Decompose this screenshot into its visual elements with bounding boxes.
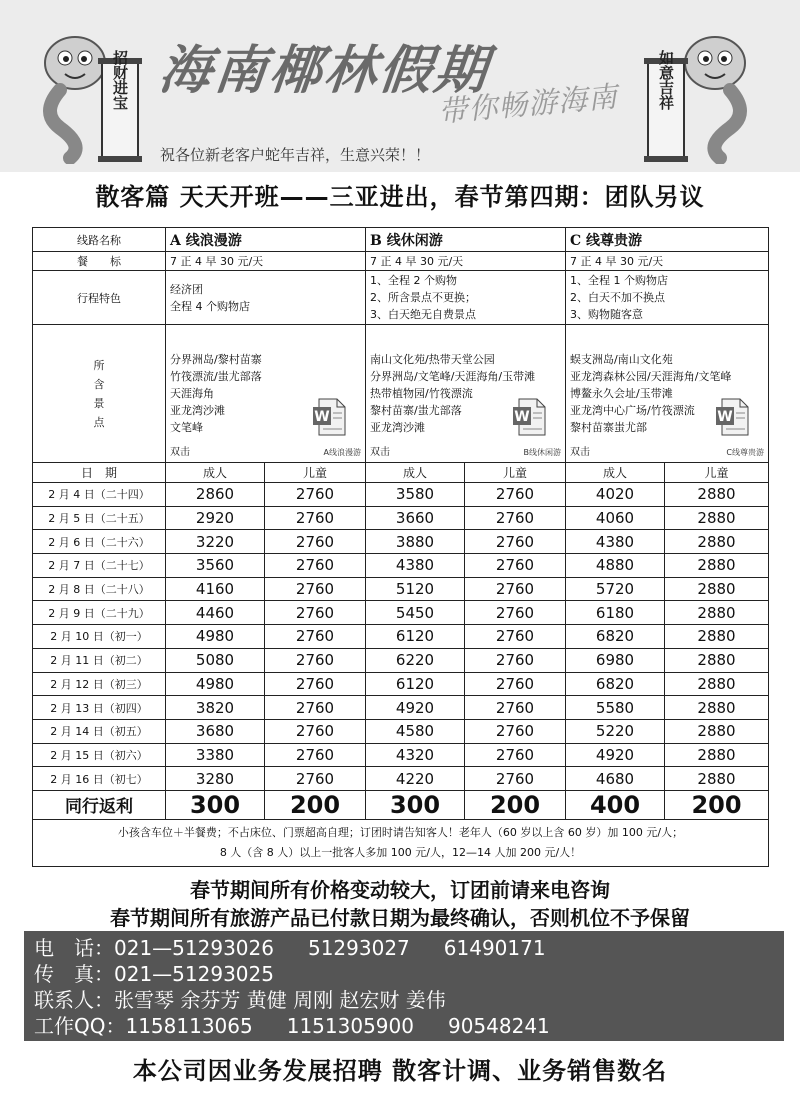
route-name-label: 线路名称	[33, 228, 166, 252]
date-cell: 2 月 16 日（初七）	[33, 767, 166, 791]
features-label: 行程特色	[33, 271, 166, 325]
date-cell: 2 月 7 日（二十七）	[33, 554, 166, 578]
feature-line: 3、白天绝无自费景点	[370, 308, 476, 321]
price-cell: 6820	[566, 625, 665, 649]
phone-line	[34, 935, 774, 961]
date-cell: 2 月 5 日（二十五）	[33, 506, 166, 530]
notes-cell	[33, 819, 769, 866]
price-cell: 6180	[566, 601, 665, 625]
route-c-name: C 线尊贵游	[566, 228, 769, 252]
notice-price-change: 春节期间所有价格变动较大，订团前请来电咨询	[190, 878, 610, 902]
price-cell: 3380	[166, 743, 265, 767]
price-cell: 2760	[465, 601, 566, 625]
double-click-hint: 双击	[170, 447, 190, 458]
price-cell: 4220	[366, 767, 465, 791]
spot-item: 分界洲岛/黎村苗寨	[170, 353, 262, 366]
word-doc-icon[interactable]	[714, 397, 750, 437]
rebate-label: 同行返利	[33, 790, 166, 819]
price-cell: 4880	[566, 554, 665, 578]
qq-line	[34, 1013, 774, 1039]
price-cell: 2760	[465, 554, 566, 578]
qq-number: 90548241	[447, 1014, 550, 1038]
table-row	[33, 506, 769, 530]
price-cell: 2760	[465, 743, 566, 767]
date-cell: 2 月 12 日（初三）	[33, 672, 166, 696]
spot-item: 蜈支洲岛/南山文化苑	[570, 353, 673, 366]
price-cell: 2760	[465, 648, 566, 672]
child-header: 儿童	[665, 463, 769, 483]
price-cell: 6220	[366, 648, 465, 672]
route-c-spots	[566, 325, 769, 463]
feature-line: 1、全程 1 个购物店	[570, 274, 668, 287]
date-cell: 2 月 6 日（二十六）	[33, 530, 166, 554]
route-b-standard: 7 正 4 早 30 元/天	[366, 252, 566, 271]
fax-label: 传 真：	[34, 962, 114, 986]
date-cell: 2 月 9 日（二十九）	[33, 601, 166, 625]
price-cell: 4920	[366, 696, 465, 720]
date-cell: 2 月 14 日（初五）	[33, 719, 166, 743]
child-header: 儿童	[465, 463, 566, 483]
child-header: 儿童	[265, 463, 366, 483]
price-cell: 2760	[265, 506, 366, 530]
recruit-banner: 本公司因业务发展招聘 散客计调、业务销售数名	[132, 1056, 668, 1085]
price-cell: 2760	[465, 625, 566, 649]
price-cell: 2760	[465, 767, 566, 791]
doc-caption: A线浪漫游	[323, 448, 361, 457]
spot-item: 文笔峰	[170, 421, 203, 434]
svg-text:W: W	[314, 409, 330, 425]
spot-item: 黎村苗寨/蚩尤部落	[370, 404, 462, 417]
spot-item: 亚龙湾沙滩	[370, 421, 425, 434]
feature-line: 1、全程 2 个购物	[370, 274, 457, 287]
price-cell: 2760	[265, 601, 366, 625]
snake-mascot-right	[640, 18, 760, 164]
rebate-value: 200	[665, 790, 769, 819]
price-cell: 2760	[265, 672, 366, 696]
price-cell: 5080	[166, 648, 265, 672]
price-cell: 2760	[465, 483, 566, 507]
price-cell: 3220	[166, 530, 265, 554]
spots-label	[33, 325, 166, 463]
table-row	[33, 696, 769, 720]
price-cell: 5220	[566, 719, 665, 743]
header-banner	[0, 0, 800, 172]
price-cell: 2880	[665, 530, 769, 554]
feature-line: 2、所含景点不更换；	[370, 291, 476, 304]
spot-item: 天涯海角	[170, 387, 214, 400]
feature-line: 3、购物随客意	[570, 308, 643, 321]
adult-header: 成人	[566, 463, 665, 483]
route-c-features	[566, 271, 769, 325]
date-header: 日 期	[33, 463, 166, 483]
adult-header: 成人	[166, 463, 265, 483]
price-cell: 2760	[465, 530, 566, 554]
price-cell: 2760	[265, 767, 366, 791]
table-row	[33, 601, 769, 625]
price-cell: 2880	[665, 696, 769, 720]
spot-item: 亚龙湾森林公园/天涯海角/文笔峰	[570, 370, 732, 383]
phone-number: 51293027	[307, 936, 410, 960]
doc-caption: B线休闲游	[523, 448, 561, 457]
snake-mascot-left	[30, 18, 150, 164]
price-cell: 6120	[366, 672, 465, 696]
price-cell: 2880	[665, 648, 769, 672]
table-row	[33, 719, 769, 743]
spots-label-char: 景	[93, 396, 105, 410]
phone-number: 021—51293026	[114, 936, 274, 960]
price-cell: 2760	[265, 530, 366, 554]
rebate-value: 400	[566, 790, 665, 819]
date-cell: 2 月 15 日（初六）	[33, 743, 166, 767]
spot-item: 黎村苗寨蚩尤部	[570, 421, 647, 434]
price-cell: 2760	[265, 648, 366, 672]
date-cell: 2 月 4 日（二十四）	[33, 483, 166, 507]
qq-number: 1151305900	[286, 1014, 414, 1038]
date-cell: 2 月 11 日（初二）	[33, 648, 166, 672]
feature-line: 经济团	[170, 282, 203, 296]
date-cell: 2 月 10 日（初一）	[33, 625, 166, 649]
price-cell: 2760	[265, 743, 366, 767]
price-cell: 2760	[465, 696, 566, 720]
contact-block	[24, 931, 784, 1041]
route-b-features	[366, 271, 566, 325]
price-cell: 2760	[265, 577, 366, 601]
table-row	[33, 743, 769, 767]
route-a-name: A 线浪漫游	[166, 228, 366, 252]
route-a-spots	[166, 325, 366, 463]
price-cell: 2760	[465, 577, 566, 601]
price-cell: 2880	[665, 625, 769, 649]
price-cell: 6980	[566, 648, 665, 672]
contacts-label: 联系人：	[34, 988, 114, 1012]
price-cell: 2880	[665, 743, 769, 767]
route-a-features	[166, 271, 366, 325]
price-cell: 3680	[166, 719, 265, 743]
price-cell: 2760	[465, 719, 566, 743]
price-cell: 5580	[566, 696, 665, 720]
svg-text:W: W	[717, 409, 733, 425]
rebate-value: 300	[166, 790, 265, 819]
qq-number: 1158113065	[125, 1014, 253, 1038]
spot-item: 亚龙湾沙滩	[170, 404, 225, 417]
qq-label: 工作QQ：	[34, 1014, 126, 1038]
price-cell: 2760	[265, 554, 366, 578]
rebate-value: 200	[265, 790, 366, 819]
price-cell: 4380	[566, 530, 665, 554]
note-line: 8 人（含 8 人）以上一批客人多加 100 元/人，12—14 人加 200 元/人！	[219, 845, 582, 859]
fax-line	[34, 961, 774, 987]
price-cell: 2760	[265, 625, 366, 649]
word-doc-icon[interactable]	[311, 397, 347, 437]
price-cell: 4060	[566, 506, 665, 530]
notice-payment: 春节期间所有旅游产品已付款日期为最终确认，否则机位不予保留	[110, 906, 690, 930]
price-cell: 2860	[166, 483, 265, 507]
brand-slogan: 带你畅游海南	[436, 79, 620, 129]
price-cell: 2760	[465, 672, 566, 696]
table-row	[33, 483, 769, 507]
spots-label-char: 含	[93, 377, 105, 391]
price-cell: 3660	[366, 506, 465, 530]
table-row	[33, 672, 769, 696]
price-cell: 5450	[366, 601, 465, 625]
price-cell: 2760	[465, 506, 566, 530]
price-cell: 2880	[665, 767, 769, 791]
contacts-line	[34, 987, 774, 1013]
price-cell: 3560	[166, 554, 265, 578]
double-click-hint: 双击	[370, 447, 390, 458]
phone-label: 电 话：	[34, 936, 114, 960]
price-cell: 2880	[665, 601, 769, 625]
price-table	[32, 227, 769, 867]
table-row	[33, 554, 769, 578]
spot-item: 分界洲岛/文笔峰/天涯海角/玉带滩	[370, 370, 536, 383]
phone-number: 61490171	[443, 936, 546, 960]
doc-caption: C线尊贵游	[726, 448, 764, 457]
price-cell: 2760	[265, 696, 366, 720]
price-cell: 3880	[366, 530, 465, 554]
price-cell: 4460	[166, 601, 265, 625]
note-line: 小孩含车位＋半餐费；不占床位、门票超高自理；订团时请告知客人！老年人（60 岁以上含 60 岁）加 100 元/人；	[117, 825, 684, 839]
spot-item: 竹筏漂流/蚩尤部落	[170, 370, 262, 383]
price-cell: 2880	[665, 506, 769, 530]
price-cell: 3820	[166, 696, 265, 720]
spot-item: 热带植物园/竹筏漂流	[370, 387, 473, 400]
price-cell: 4380	[366, 554, 465, 578]
table-row	[33, 767, 769, 791]
feature-line: 全程 4 个购物店	[170, 299, 250, 313]
fax-number: 021—51293025	[114, 962, 274, 986]
price-cell: 4980	[166, 672, 265, 696]
table-row	[33, 530, 769, 554]
price-cell: 4680	[566, 767, 665, 791]
route-c-standard: 7 正 4 早 30 元/天	[566, 252, 769, 271]
spot-item: 博鳌永久会址/玉带滩	[570, 387, 673, 400]
price-cell: 4020	[566, 483, 665, 507]
standard-label: 餐 标	[33, 252, 166, 271]
brand-title: 海南椰林假期	[156, 41, 493, 101]
price-cell: 5120	[366, 577, 465, 601]
date-cell: 2 月 8 日（二十八）	[33, 577, 166, 601]
price-cell: 6820	[566, 672, 665, 696]
price-cell: 5720	[566, 577, 665, 601]
price-cell: 4320	[366, 743, 465, 767]
headline: 散客篇 天天开班——三亚进出，春节第四期：团队另议	[95, 183, 705, 211]
price-cell: 2880	[665, 554, 769, 578]
rebate-value: 200	[465, 790, 566, 819]
scroll-left-text: 招财进宝	[111, 50, 129, 110]
spot-item: 亚龙湾中心广场/竹筏漂流	[570, 404, 695, 417]
price-cell: 4580	[366, 719, 465, 743]
route-b-spots	[366, 325, 566, 463]
spots-label-char: 点	[93, 415, 105, 429]
price-cell: 4160	[166, 577, 265, 601]
spot-item: 南山文化苑/热带天堂公园	[370, 353, 495, 366]
price-cell: 2880	[665, 577, 769, 601]
date-cell: 2 月 13 日（初四）	[33, 696, 166, 720]
price-cell: 2880	[665, 672, 769, 696]
price-cell: 2880	[665, 483, 769, 507]
price-cell: 2880	[665, 719, 769, 743]
svg-text:W: W	[514, 409, 530, 425]
price-cell: 3280	[166, 767, 265, 791]
scroll-right-text: 如意吉祥	[657, 50, 675, 110]
word-doc-icon[interactable]	[511, 397, 547, 437]
table-row	[33, 625, 769, 649]
rebate-value: 300	[366, 790, 465, 819]
route-a-standard: 7 正 4 早 30 元/天	[166, 252, 366, 271]
feature-line: 2、白天不加不换点	[570, 291, 665, 304]
price-cell: 6120	[366, 625, 465, 649]
price-cell: 2920	[166, 506, 265, 530]
route-b-name: B 线休闲游	[366, 228, 566, 252]
table-row	[33, 577, 769, 601]
price-cell: 2760	[265, 719, 366, 743]
price-cell: 4980	[166, 625, 265, 649]
adult-header: 成人	[366, 463, 465, 483]
price-cell: 4920	[566, 743, 665, 767]
table-row	[33, 648, 769, 672]
price-cell: 3580	[366, 483, 465, 507]
double-click-hint: 双击	[570, 447, 590, 458]
contacts-names: 张雪琴 余芬芳 黄健 周刚 赵宏财 姜伟	[114, 988, 446, 1012]
greeting-text: 祝各位新老客户蛇年吉祥，生意兴荣！！	[160, 146, 431, 164]
price-cell: 2760	[265, 483, 366, 507]
spots-label-char: 所	[93, 358, 105, 372]
